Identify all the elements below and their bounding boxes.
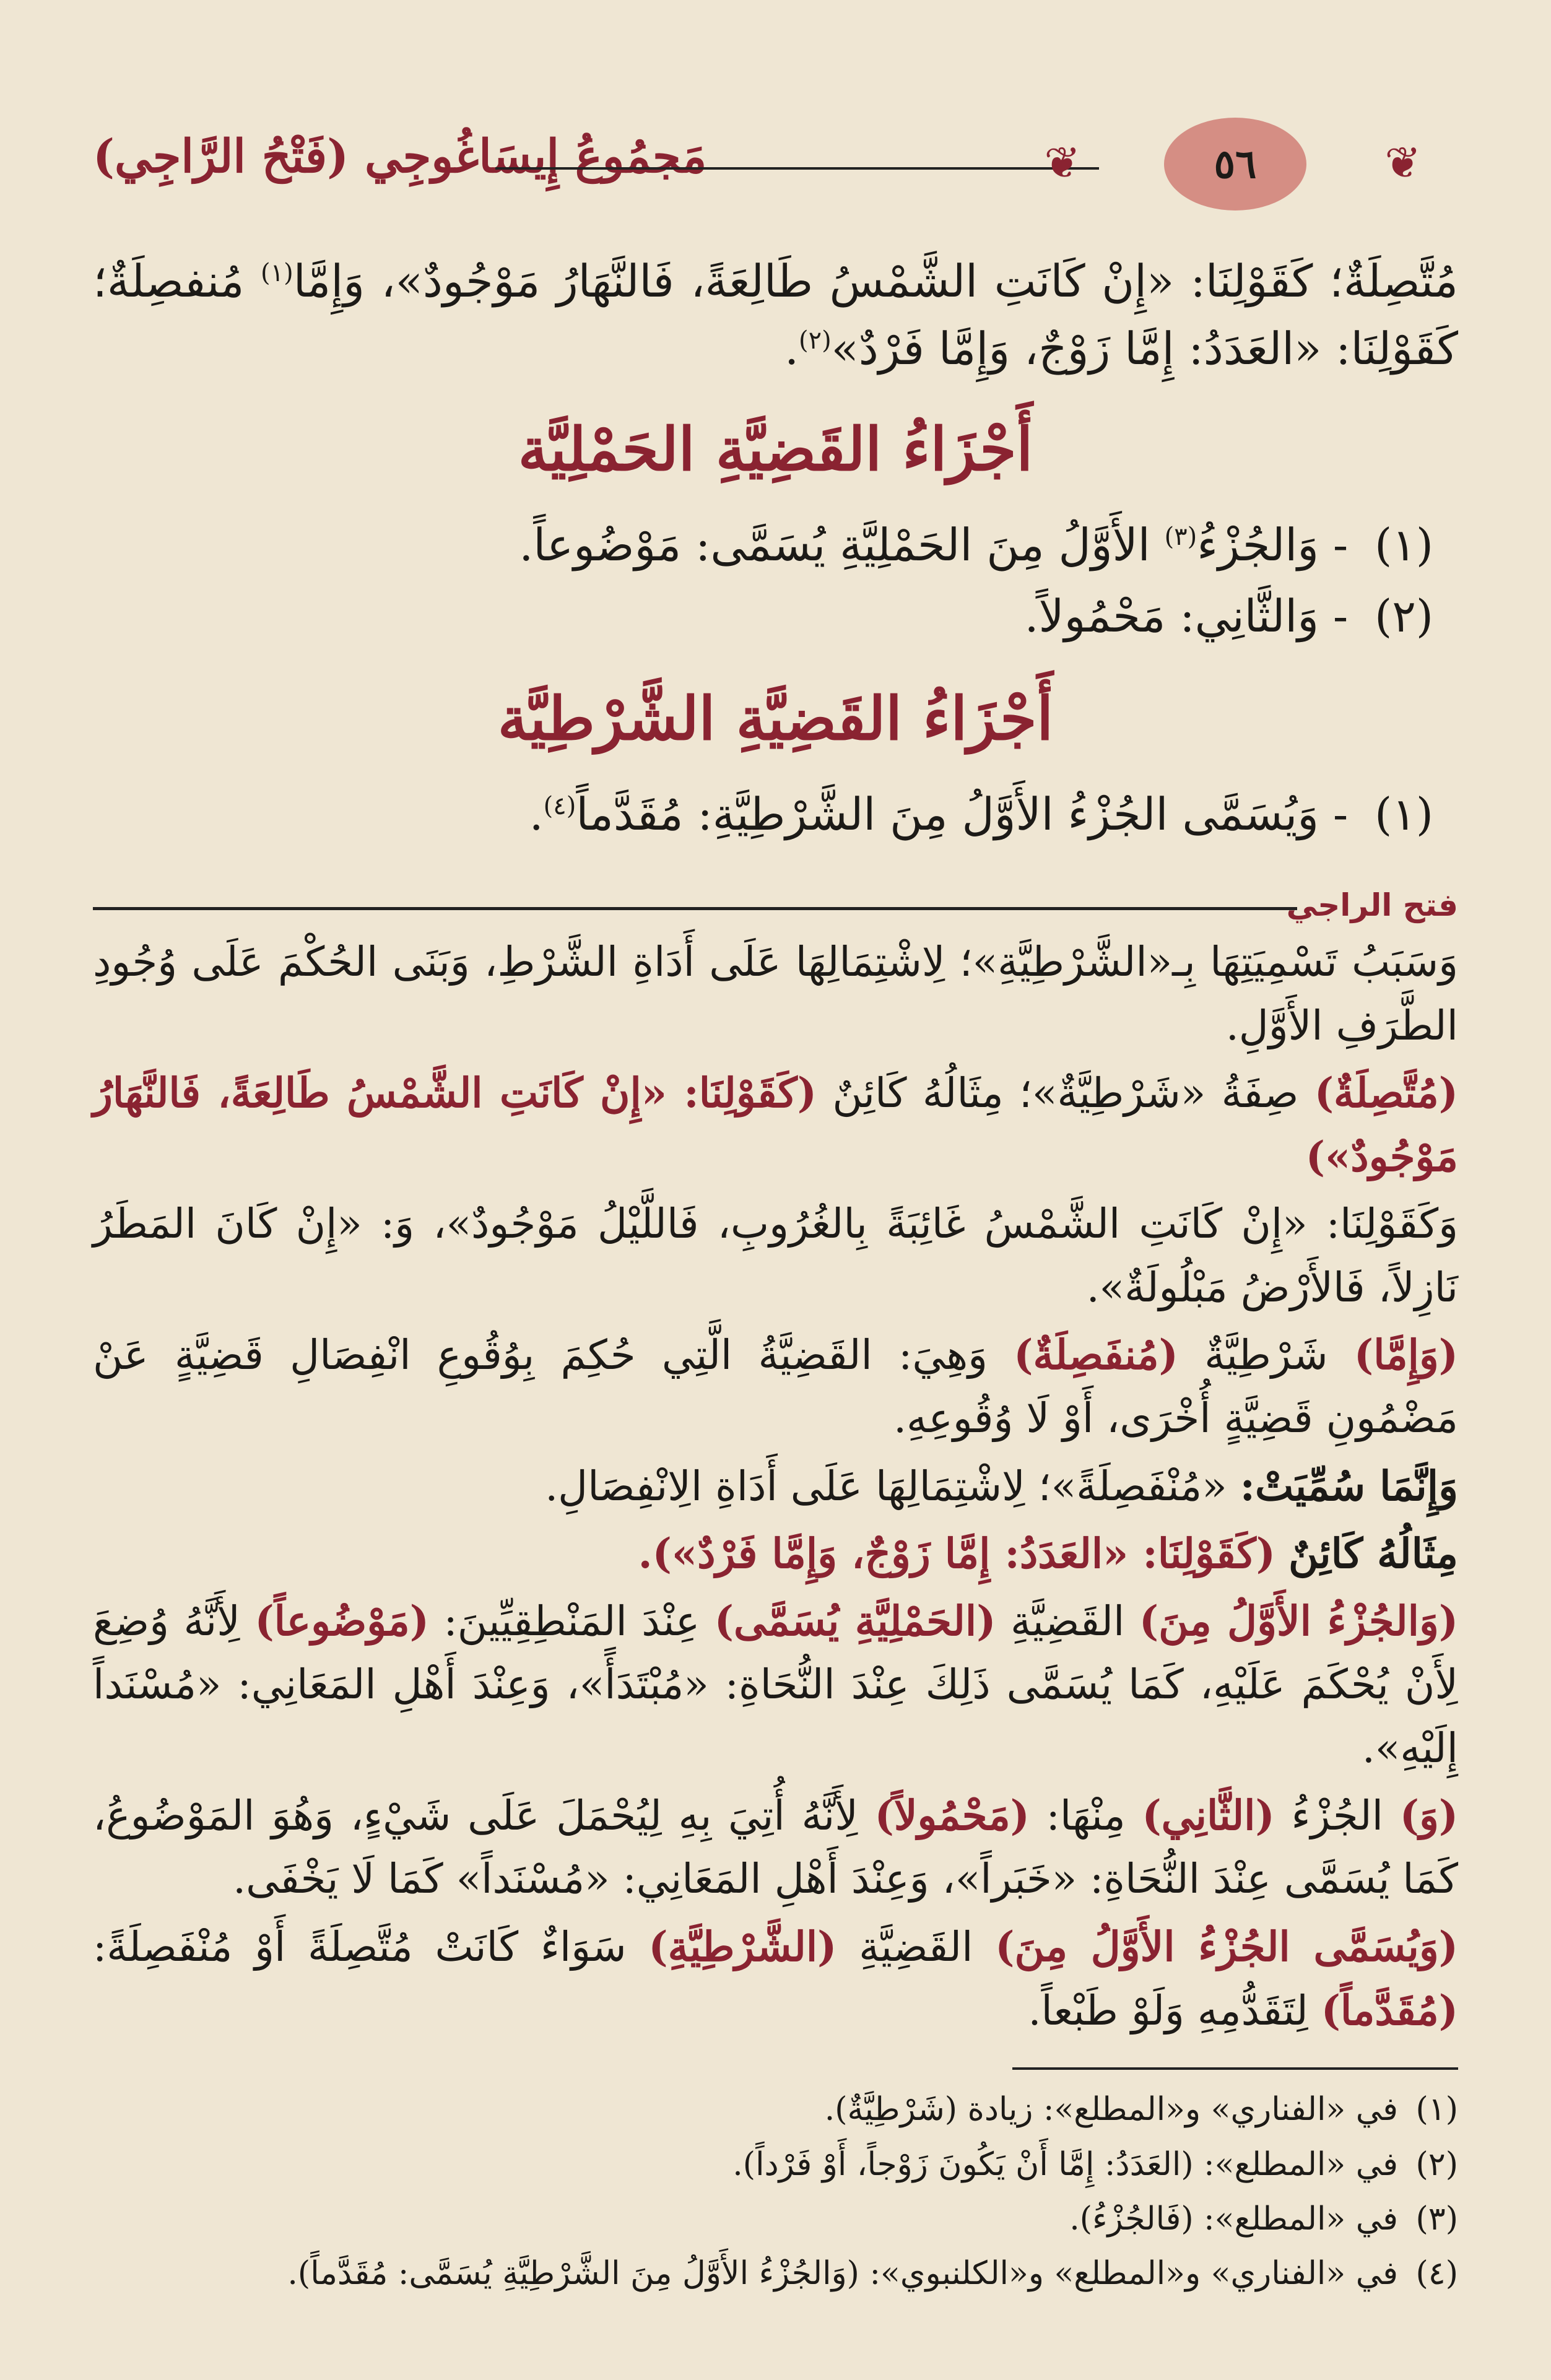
book-page	[93, 105, 1459, 2293]
commentary-paragraph	[93, 1589, 1458, 1780]
footnote	[93, 2082, 1458, 2137]
sharh-text: وَهِيَ: القَضِيَّةُ الَّتِي حُكِمَ بِوُقُوعِ انْفِصَالِ قَضِيَّةٍ عَنْ مَضْمُونِ قَضِيَّةٍ أُخْرَى، أَوْ لَا وُقُوعِهِ.	[93, 1331, 1458, 1443]
sharh-text: القَضِيَّةِ	[1010, 1597, 1125, 1646]
commentary-text	[93, 931, 1458, 2043]
matn-quote: (مَحْمُولاً)	[874, 1791, 1030, 1840]
section-heading: أَجْزَاءُ القَضِيَّةِ الحَمْلِيَّة	[518, 414, 1033, 484]
ornament-icon: ❦	[1384, 137, 1421, 188]
book-title: مَجمُوعُ إِيسَاغُوجِي (فَتْحُ الرَّاجِي)	[93, 130, 707, 183]
footnote-divider	[1012, 2067, 1458, 2070]
item-text: - وَالجُزْءُ	[1197, 519, 1349, 571]
page-number: ٥٦	[1164, 118, 1306, 211]
sharh-text: لِتَقَدُّمِهِ وَلَوْ طَبْعاً.	[1028, 1986, 1308, 2035]
footnote-number: (١)	[1415, 2091, 1458, 2129]
footnote-text: في «المطلع»: (فَالجُزْءُ).	[1069, 2200, 1398, 2238]
sharh-text: القَضِيَّةِ	[859, 1922, 973, 1971]
sharh-text: شَرْطِيَّةٌ	[1204, 1331, 1328, 1379]
matn-quote: (كَقَوْلِنَا: «إِنْ كَانَتِ الشَّمْسُ طَالِعَةً، فَالنَّهَارُ مَوْجُودٌ»)	[93, 1068, 1458, 1181]
footnote	[93, 2246, 1458, 2301]
footnote	[93, 2192, 1458, 2246]
sharh-text: صِفَةُ «شَرْطِيَّةٌ»؛ مِثَالُهُ كَائِنٌ	[832, 1069, 1299, 1117]
footnote-number: (٤)	[1415, 2255, 1458, 2293]
footnote-ref[interactable]: (٢)	[798, 326, 832, 355]
item-text: - وَيُسَمَّى الجُزْءُ الأَوَّلُ مِنَ الشَّرْطِيَّةِ: مُقَدَّماً	[576, 788, 1349, 841]
sharh-text: مِنْهَا:	[1046, 1792, 1126, 1840]
sharh-text: الجُزْءُ	[1291, 1792, 1383, 1840]
header-rule	[495, 167, 1099, 170]
matn-quote: (وَيُسَمَّى الجُزْءُ الأَوَّلُ مِنَ)	[995, 1922, 1458, 1971]
commentary-divider	[93, 887, 1458, 924]
item-text: الأَوَّلُ مِنَ الحَمْلِيَّةِ يُسَمَّى: مَوْضُوعاً.	[519, 519, 1150, 571]
page-header	[93, 105, 1458, 211]
item-number: (٢)	[1375, 590, 1433, 643]
commentary-paragraph	[93, 1323, 1458, 1451]
item-text: - وَالثَّانِي: مَحْمُولاً.	[1024, 590, 1349, 643]
commentary-paragraph: وَكَقَوْلِنَا: «إِنْ كَانَتِ الشَّمْسُ غَائِبَةً بِالغُرُوبِ، فَاللَّيْلُ مَوْجُودٌ»، وَ: «إِنْ كَانَ المَطَرُ نَازِلاً، فَالأَرْضُ مَبْلُولَةٌ».	[93, 1200, 1458, 1311]
matn-quote: (وَالجُزْءُ الأَوَّلُ مِنَ)	[1139, 1597, 1459, 1646]
main-paragraph-text: مُنفصِلَةٌ؛ كَقَوْلِنَا: «العَدَدُ: إِمَّا زَوْجٌ، وَإِمَّا فَرْدٌ»	[93, 255, 1458, 375]
main-paragraph: مُتَّصِلَةٌ؛ كَقَوْلِنَا: «إِنْ كَانَتِ الشَّمْسُ طَالِعَةً، فَالنَّهَارُ مَوْجُودٌ»، وَإِمَّا$^{(١)}$ مُنفصِلَةٌ؛ كَقَوْلِنَا: «العَدَدُ: إِمَّا زَوْجٌ، وَإِمَّا فَرْدٌ»$^{(٢)}$.	[93, 255, 1458, 375]
footnote-number: (٢)	[1415, 2145, 1458, 2183]
sharh-text: «مُنْفَصِلَةً»؛ لِاشْتِمَالِهَا عَلَى أَدَاةِ الِانْفِصَالِ.	[545, 1462, 1227, 1510]
main-text	[93, 248, 1458, 850]
matn-quote: (الثَّانِي)	[1142, 1791, 1275, 1840]
numbered-item	[93, 510, 1458, 581]
footnote-text: في «الفناري» و«المطلع»: زيادة (شَرْطِيَّةٌ).	[824, 2091, 1398, 2129]
matn-quote: (وَ)	[1399, 1791, 1459, 1840]
sharh-emphasis: وَإِنَّمَا سُمِّيَتْ:	[1240, 1461, 1458, 1510]
sharh-text: لِأَنَّهُ أُتِيَ بِهِ لِيُحْمَلَ عَلَى شَيْءٍ، وَهُوَ المَوْضُوعُ، كَمَا يُسَمَّى عِنْدَ النُّحَاةِ: «خَبَراً»، وَعِنْدَ أَهْلِ المَعَانِي: «مُسْنَداً» كَمَا لَا يَخْفَى.	[93, 1792, 1458, 1903]
commentary-label: فتح الراجي	[1286, 887, 1458, 924]
matn-quote: (الشَّرْطِيَّةِ)	[648, 1922, 837, 1971]
footnote-ref[interactable]: (١)	[261, 259, 293, 287]
footnote-text: في «الفناري» و«المطلع» و«الكلنبوي»: (وَالجُزْءُ الأَوَّلُ مِنَ الشَّرْطِيَّةِ يُسَمَّى: مُقَدَّماً).	[287, 2255, 1398, 2293]
main-paragraph-text: مُتَّصِلَةٌ؛ كَقَوْلِنَا: «إِنْ كَانَتِ الشَّمْسُ طَالِعَةً، فَالنَّهَارُ مَوْجُودٌ»، وَإِمَّا	[293, 255, 1458, 307]
section-heading: أَجْزَاءُ القَضِيَّةِ الشَّرْطِيَّة	[497, 683, 1054, 754]
commentary-paragraph: وَسَبَبُ تَسْمِيَتِهَا بِـ«الشَّرْطِيَّةِ»؛ لِاشْتِمَالِهَا عَلَى أَدَاةِ الشَّرْطِ، وَبَنَى الحُكْمَ عَلَى وُجُودِ الطَّرَفِ الأَوَّلِ.	[93, 938, 1458, 1049]
sharh-text: لِأَنَّهُ وُضِعَ لِأَنْ يُحْكَمَ عَلَيْهِ، كَمَا يُسَمَّى ذَلِكَ عِنْدَ النُّحَاةِ: «مُبْتَدَأً»، وَعِنْدَ أَهْلِ المَعَانِي: «مُسْنَداً إِلَيْهِ».	[93, 1597, 1458, 1772]
numbered-item: (١) - وَيُسَمَّى الجُزْءُ الأَوَّلُ مِنَ الشَّرْطِيَّةِ: مُقَدَّماً$^{(٤)}$.	[529, 788, 1433, 841]
footnote-ref[interactable]: (٣)	[1164, 523, 1197, 552]
item-number: (١)	[1375, 519, 1433, 571]
matn-quote: (وَإِمَّا)	[1353, 1331, 1459, 1379]
footnote-text: في «المطلع»: (العَدَدُ: إِمَّا أَنْ يَكُونَ زَوْجاً، أَوْ فَرْداً).	[732, 2145, 1398, 2183]
matn-quote: (مُقَدَّماً)	[1321, 1986, 1458, 2035]
footnote-number: (٣)	[1415, 2200, 1458, 2238]
commentary-paragraph	[93, 1522, 1458, 1586]
commentary-paragraph	[93, 1454, 1458, 1518]
matn-quote: (كَقَوْلِنَا: «العَدَدُ: إِمَّا زَوْجٌ، وَإِمَّا فَرْدٌ»).	[638, 1529, 1276, 1578]
ornament-icon: ❦	[1044, 137, 1080, 188]
divider-line	[93, 907, 1297, 910]
sharh-text: سَوَاءٌ كَانَتْ مُتَّصِلَةً أَوْ مُنْفَصِلَةً:	[93, 1922, 627, 1971]
commentary-paragraph	[93, 1784, 1458, 1911]
matn-quote: (مُنفَصِلَةٌ)	[1014, 1331, 1178, 1379]
footnotes	[93, 2082, 1458, 2301]
commentary-paragraph	[93, 1915, 1458, 2043]
matn-quote: (مَوْضُوعاً)	[254, 1597, 429, 1646]
sharh-emphasis: مِثَالُهُ كَائِنٌ	[1288, 1529, 1458, 1578]
matn-quote: (مُتَّصِلَةٌ)	[1314, 1068, 1459, 1117]
footnote-ref[interactable]: (٤)	[543, 792, 576, 821]
footnote	[93, 2137, 1458, 2192]
commentary-paragraph	[93, 1061, 1458, 1189]
matn-quote: (الحَمْلِيَّةِ يُسَمَّى)	[714, 1597, 996, 1646]
item-number: (١)	[1375, 788, 1433, 841]
numbered-item	[93, 581, 1458, 652]
sharh-text: عِنْدَ المَنْطِقِيِّينَ:	[443, 1597, 700, 1646]
